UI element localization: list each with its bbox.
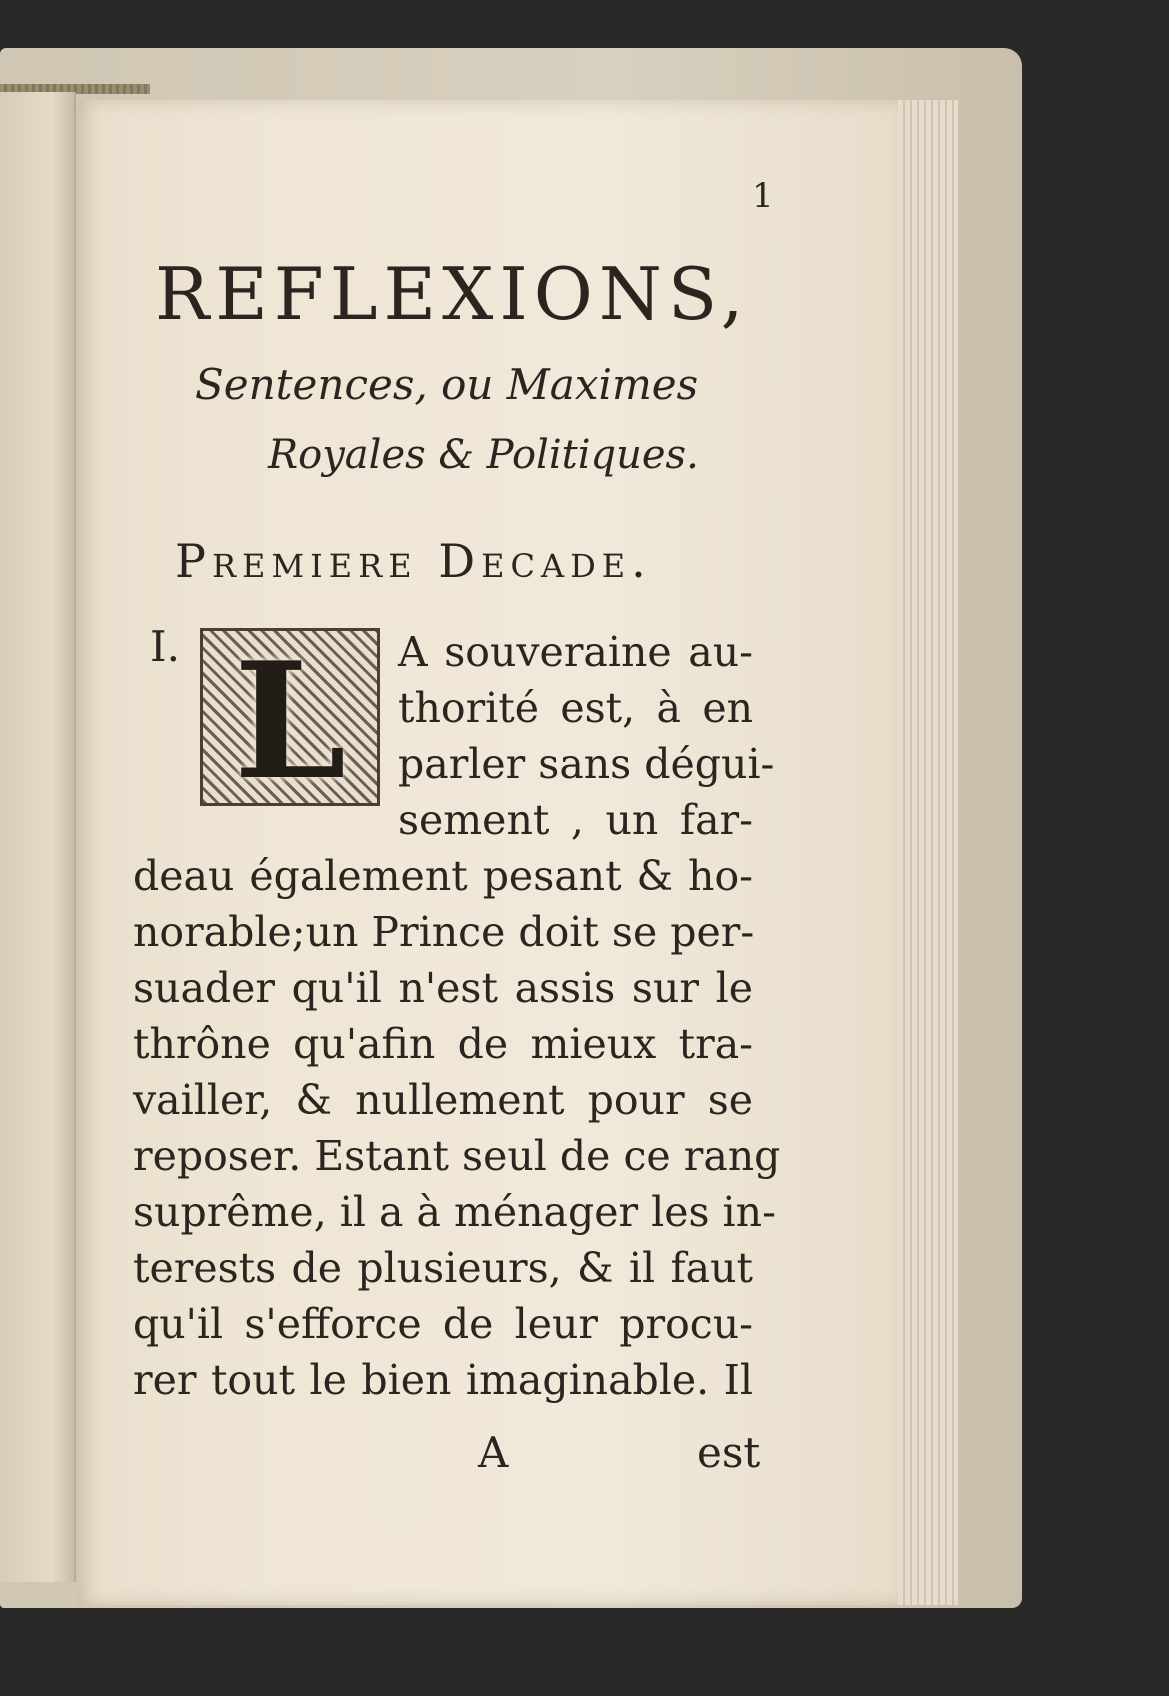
subtitle-line-1: Sentences, ou Maximes bbox=[195, 360, 699, 409]
body-line: qu'il s'efforce de leur procu- bbox=[133, 1300, 753, 1348]
body-line: reposer. Estant seul de ce rang bbox=[133, 1132, 781, 1180]
page-title: REFLEXIONS, bbox=[155, 252, 750, 336]
section-number: I. bbox=[150, 622, 180, 671]
body-line: rer tout le bien imaginable. Il bbox=[133, 1356, 753, 1404]
body-line: thrône qu'afin de mieux tra- bbox=[133, 1020, 753, 1068]
body-line: suader qu'il n'est assis sur le bbox=[133, 964, 753, 1012]
page-number: 1 bbox=[752, 176, 774, 216]
subtitle-line-2: Royales & Politiques. bbox=[268, 432, 699, 478]
ornamental-drop-cap bbox=[200, 627, 380, 815]
body-line: suprême, il a à ménager les in- bbox=[133, 1188, 776, 1236]
catchword: est bbox=[697, 1428, 761, 1477]
body-line: norable;un Prince doit se per- bbox=[133, 908, 755, 956]
body-line: A souveraine au- bbox=[398, 628, 753, 676]
body-line: vailler, & nullement pour se bbox=[133, 1076, 753, 1124]
body-line: terests de plusieurs, & il faut bbox=[133, 1244, 753, 1292]
body-line: deau également pesant & ho- bbox=[133, 852, 753, 900]
section-heading: Premiere Decade. bbox=[175, 534, 652, 588]
body-line: thorité est, à en bbox=[398, 684, 753, 732]
signature-mark: A bbox=[478, 1428, 509, 1477]
body-line: parler sans dégui- bbox=[398, 740, 775, 788]
body-line: sement , un far- bbox=[398, 796, 753, 844]
drop-cap-letter: L bbox=[233, 627, 347, 815]
